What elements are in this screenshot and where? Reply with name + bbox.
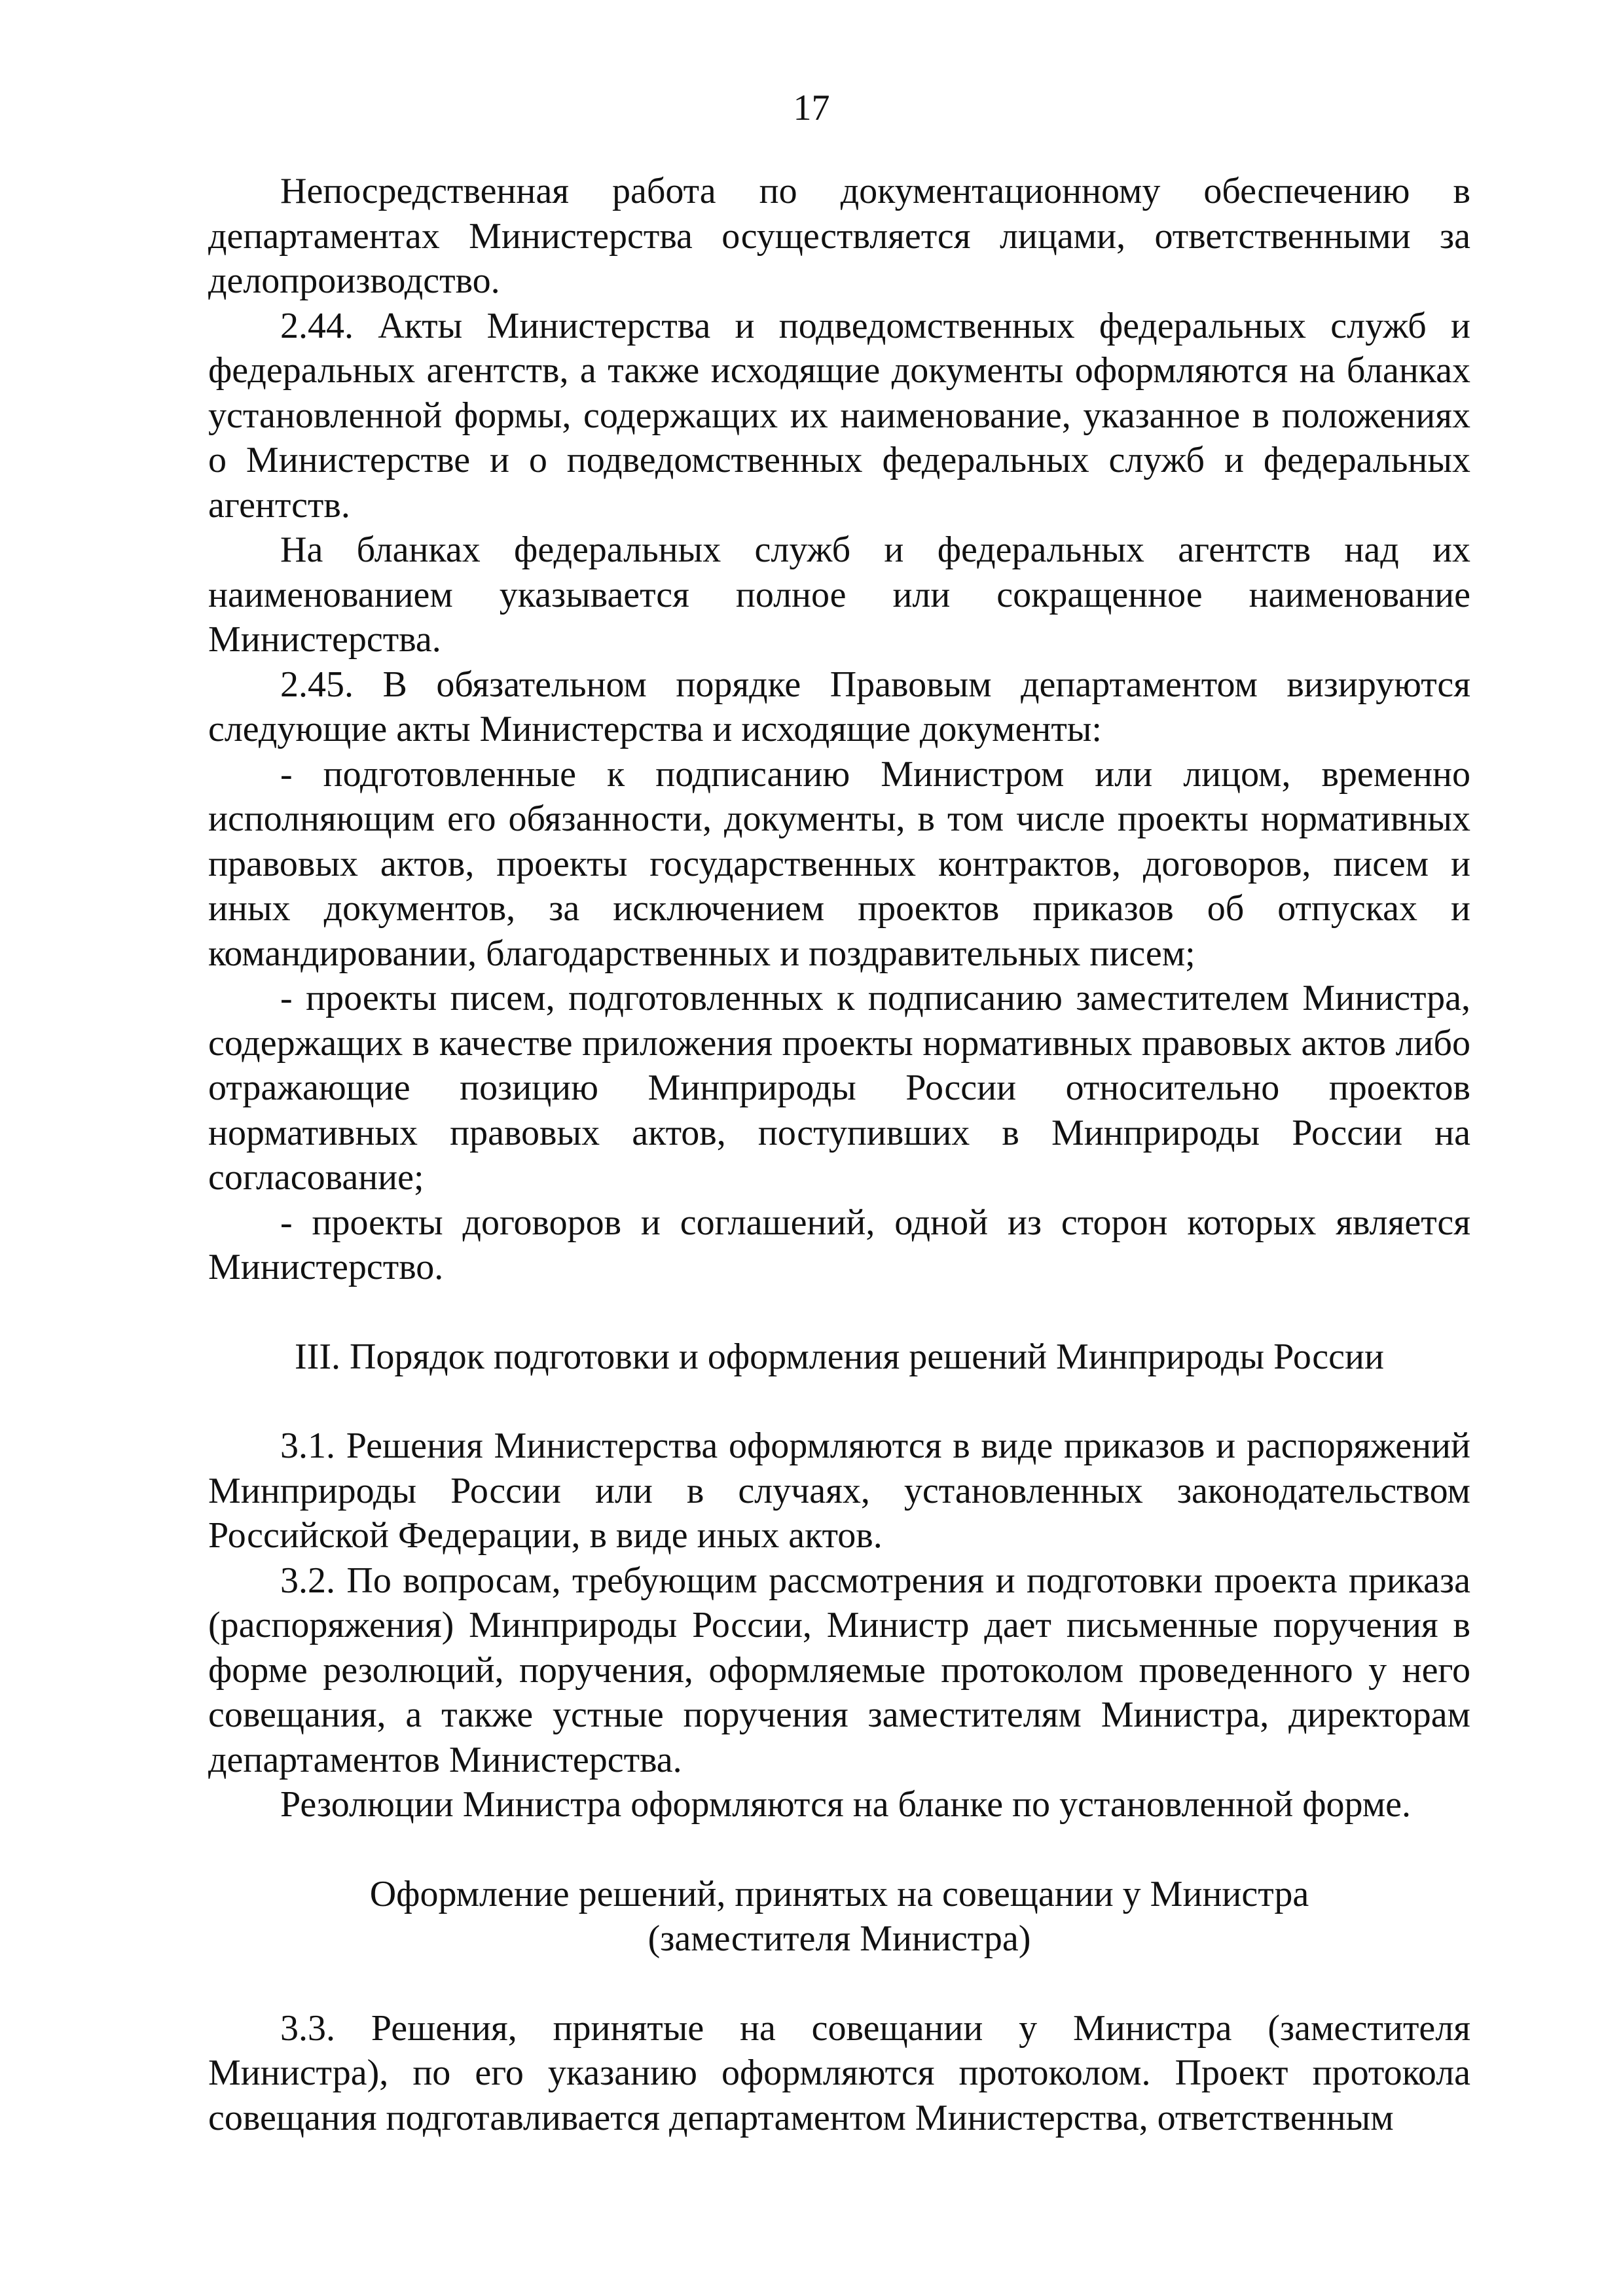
paragraph-2-44: 2.44. Акты Министерства и подведомственных федеральных служб и федеральных агентств, а также исходящие документы оформляются на бланках установленной формы, содержащих их наименование, указанное в положениях о Министерстве и о подведомственных федеральных служб и федеральных агентств.: [208, 305, 1470, 526]
subsection-heading-line2: (заместителя Министра): [647, 1918, 1031, 1959]
paragraph-3-2: 3.2. По вопросам, требующим рассмотрения и подготовки проекта приказа (распоряжения) Минприроды России, Министр дает письменные поручения в форме резолюций, поручения, оформляемые протоколом проведенного у него совещания, а также устные поручения заместителям Министра, директорам департаментов Министерства.: [208, 1560, 1470, 1780]
paragraph-3-1: 3.1. Решения Министерства оформляются в виде приказов и распоряжений Минприроды России или в случаях, установленных законодательством Российской Федерации, в виде иных актов.: [208, 1426, 1470, 1556]
subsection-heading-line1: Оформление решений, принятых на совещании у Министра: [369, 1873, 1309, 1914]
paragraph-documentation-work: Непосредственная работа по документационному обеспечению в департаментах Министерства осуществляется лицами, ответственными за делопроизводство.: [208, 171, 1470, 301]
paragraph-resolutions: Резолюции Министра оформляются на бланке по установленной форме.: [280, 1784, 1412, 1825]
document-body: [208, 169, 1470, 2140]
page-number: 17: [793, 88, 830, 128]
list-item-contracts: - проекты договоров и соглашений, одной из сторон которых является Министерство.: [208, 1202, 1470, 1287]
list-item-deputy-letters: - проекты писем, подготовленных к подписанию заместителем Министра, содержащих в качестве приложения проекты нормативных правовых актов либо отражающие позицию Минприроды России относительно проектов нормативных правовых актов, поступивших в Минприроды России на согласование;: [208, 978, 1470, 1198]
paragraph-blanks: На бланках федеральных служб и федеральных агентств над их наименованием указывается полное или сокращенное наименование Министерства.: [208, 529, 1470, 660]
section-3-heading: III. Порядок подготовки и оформления решений Минприроды России: [295, 1336, 1384, 1377]
list-item-minister-documents: - подготовленные к подписанию Министром или лицом, временно исполняющим его обязанности, документы, в том числе проекты нормативных правовых актов, проекты государственных контрактов, договоров, писем и иных документов, за исключением проектов приказов об отпусках и командировании, благодарственных и поздравительных писем;: [208, 753, 1470, 974]
paragraph-3-3: 3.3. Решения, принятые на совещании у Министра (заместителя Министра), по его указанию оформляются протоколом. Проект протокола совещания подготавливается департаментом Министерства, ответственным: [208, 2007, 1470, 2138]
paragraph-2-45: 2.45. В обязательном порядке Правовым департаментом визируются следующие акты Министерства и исходящие документы:: [208, 664, 1470, 749]
